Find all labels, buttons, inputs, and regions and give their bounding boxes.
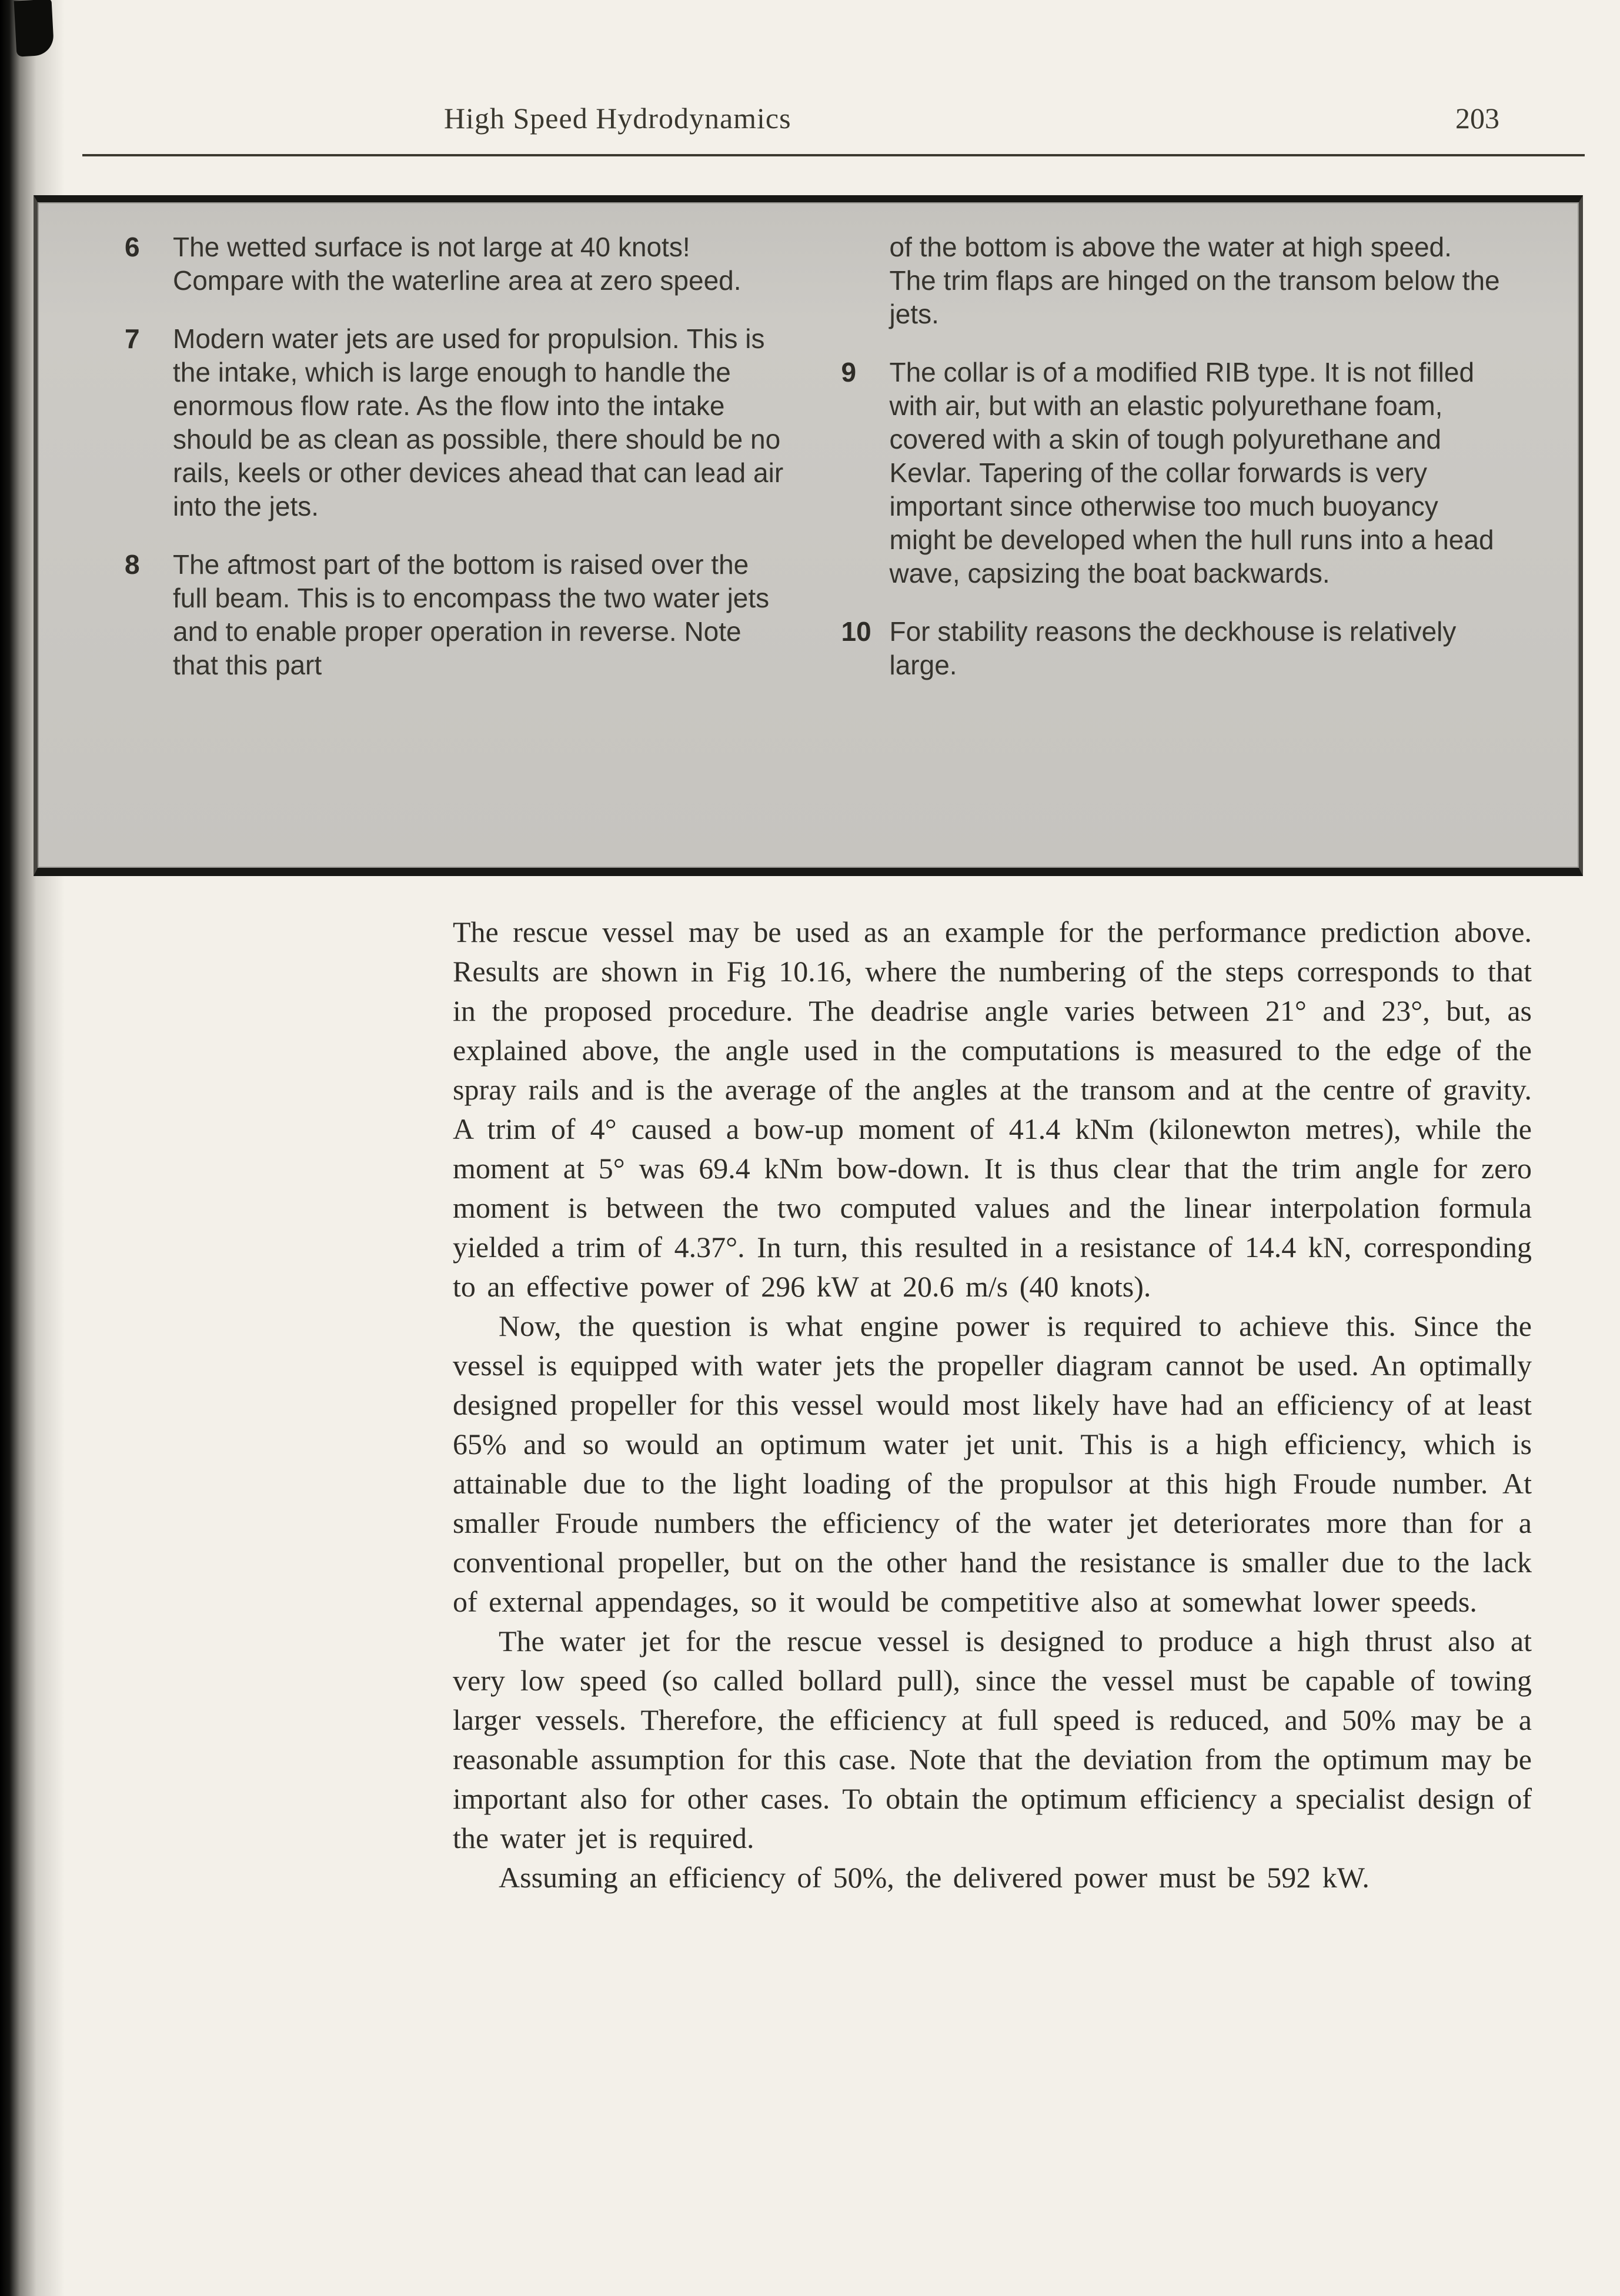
scan-corner-mark [14, 0, 55, 57]
callout-item-10 [841, 615, 1504, 682]
numbered-callout-box [34, 195, 1583, 876]
callout-item-text: The wetted surface is not large at 40 knots! Compare with the waterline area at zero speed. [173, 232, 741, 296]
callout-item-text: Modern water jets are used for propulsion. This is the intake, which is large enough to handle the enormous flow rate. As the flow into the intake should be as clean as possible, there should be no rails, keels or other devices ahead that can lead air into the jets. [173, 323, 784, 522]
callout-left-column [125, 230, 787, 844]
body-paragraph-1: The rescue vessel may be used as an example for the performance prediction above. Results are shown in Fig 10.16, where the numbering of the steps corresponds to that in the proposed procedure. The deadrise angle varies between 21° and 23°, but, as explained above, the angle used in the computations is measured to the edge of the spray rails and is the average of the angles at the transom and at the centre of gravity. A trim of 4° caused a bow-up moment of 41.4 kNm (kilonewton metres), while the moment at 5° was 69.4 kNm bow-down. It is thus clear that the trim angle for zero moment is between the two computed values and the linear interpolation formula yielded a trim of 4.37°. In turn, this resulted in a resistance of 14.4 kN, corresponding to an effective power of 296 kW at 20.6 m/s (40 knots). [453, 915, 1532, 1303]
callout-item-8-continued [841, 230, 1504, 331]
body-paragraph-4: Assuming an efficiency of 50%, the delivered power must be 592 kW. [499, 1861, 1370, 1894]
callout-item-number: 10 [841, 616, 871, 647]
callout-item-8 [125, 548, 787, 682]
callout-item-text: of the bottom is above the water at high speed. The trim flaps are hinged on the transom below the jets. [889, 232, 1500, 329]
callout-item-text: The aftmost part of the bottom is raised over the full beam. This is to encompass the two water jets and to enable proper operation in reverse. Note that this part [173, 549, 770, 680]
callout-item-9 [841, 356, 1504, 590]
running-header-title: High Speed Hydrodynamics [444, 102, 791, 135]
callout-right-column [841, 230, 1504, 844]
callout-item-text: For stability reasons the deckhouse is relatively large. [889, 616, 1457, 680]
callout-item-number: 8 [125, 549, 140, 580]
callout-item-text: The collar is of a modified RIB type. It is not filled with air, but with an elastic polyurethane foam, covered with a skin of tough polyurethane and Kevlar. Tapering of the collar forwards is very important since otherwise too much buoyancy might be developed when the hull runs into a head wave, capsizing the boat backwards. [889, 357, 1494, 589]
callout-item-number: 7 [125, 323, 140, 354]
body-paragraph-2: Now, the question is what engine power is required to achieve this. Since the vessel is equipped with water jets the propeller diagram cannot be used. An optimally designed propeller for this vessel would most likely have had an efficiency of at least 65% and so would an optimum water jet unit. This is a high efficiency, which is attainable due to the light loading of the propulsor at this high Froude number. At smaller Froude numbers the efficiency of the water jet deteriorates more than for a conventional propeller, but on the other hand the resistance is smaller due to the lack of external appendages, so it would be competitive also at somewhat lower speeds. [453, 1309, 1532, 1618]
callout-item-number: 6 [125, 232, 140, 262]
callout-item-number [841, 230, 890, 331]
callout-item-6 [125, 230, 787, 298]
callout-item-number: 9 [841, 357, 857, 387]
page-number: 203 [1455, 102, 1499, 135]
header-rule [82, 154, 1585, 156]
body-text-block [453, 913, 1532, 1897]
body-paragraph-3: The water jet for the rescue vessel is designed to produce a high thrust also at very low speed (so called bollard pull), since the vessel must be capable of towing larger vessels. Therefore, the efficiency at full speed is reduced, and 50% may be a reasonable assumption for this case. Note that the deviation from the optimum may be important also for other cases. To obtain the optimum efficiency a specialist design of the water jet is required. [453, 1625, 1532, 1854]
callout-item-7 [125, 322, 787, 523]
